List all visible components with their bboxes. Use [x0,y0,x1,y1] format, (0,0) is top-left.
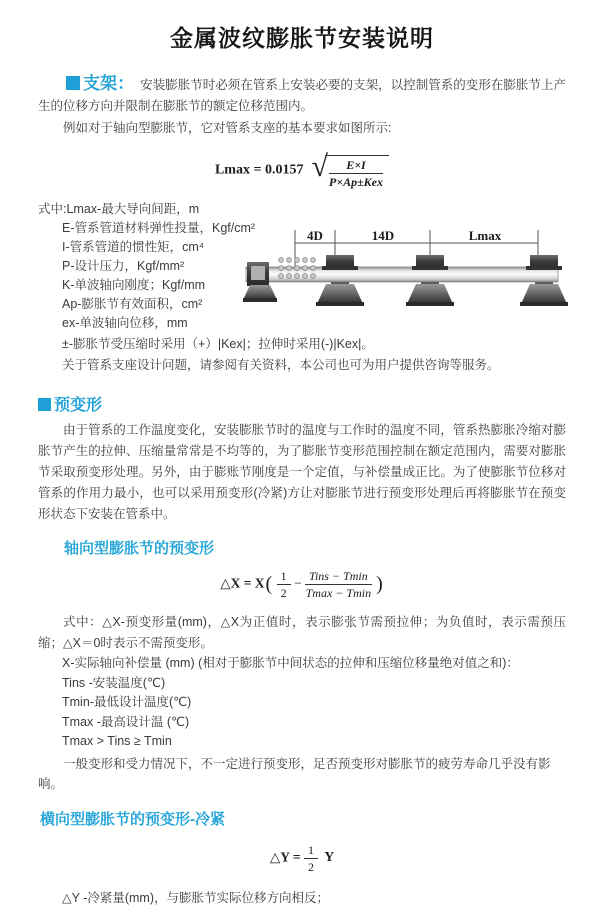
definition-line: Ap-膨胀节有效面积，cm² [62,297,203,311]
support-intro-text: 安装膨胀节时必须在管系上安装必要的支架，以控制管系的变形在膨胀节上产生的位移方向并限制在膨胀节的额定位移范围内。 [38,78,566,113]
definition-line: I-管系管道的惯性矩，cm⁴ [62,240,205,254]
lateral-formula-suffix: Y [324,849,335,865]
support-intro-paragraph [38,73,566,117]
lateral-note: △Y -冷紧量(mm)，与膨胀节实际位移方向相反； [62,890,330,905]
close-paren: ) [376,572,383,595]
one-half-fraction: $\frac{1}{2}$ [304,843,318,874]
sqrt-radical [311,152,389,189]
dimension-label-4d: 4D [307,228,323,243]
plus-minus-note: ±-膨胀节受压缩时采用（+）|Kex|；拉伸时采用(-)|Kex|。 [62,337,374,351]
lateral-formula [38,843,566,874]
list-item: Tins -安装温度(℃) [62,675,166,690]
one-half-fraction: $\frac{1}{2}$ [277,569,291,600]
consult-note: 关于管系支座设计问题，请参阅有关资料，本公司也可为用户提供咨询等服务。 [62,358,500,372]
predeform-body: 由于管系的工作温度变化，安装膨胀节时的温度与工作时的温度不同，管系热膨胀冷缩对膨胀节产生的拉伸、压缩量常常是不均等的，为了膨胀节变形范围控制在额定范围内，需要对膨胀节采取预变形处理。另外，由于膨账节刚度是一个定值，与补偿量成正比。为了使膨胀节位移对管系的作用力最小，也可以采用预变形(冷紧)方让对膨胀节进行预变形处理后再将膨胀节在预变形状态下安装在管系中。 [38,423,566,521]
temperature-fraction: $\frac{\text{Tins − Tmin}}{Tmax - Tmin}$ [305,569,372,600]
lateral-subsection-heading: 横向型膨胀节的预变形-冷紧 [40,810,225,828]
sqrt-symbol: √ [311,150,328,183]
lmax-formula-lhs: Lmax = 0.0157 [214,162,304,178]
lateral-formula-prefix: △Y = [269,849,301,865]
support-example-line: 例如对于轴向型膨胀节，它对管系支座的基本要求如图所示: [63,121,392,135]
lmax-formula-numerator: E×I [329,158,383,174]
definition-line: 式中:Lmax-最大导向间距，m [38,202,200,216]
definitions-and-diagram [38,200,566,334]
open-paren: ( [265,572,273,595]
lmax-formula-denominator: P×Ap±Kex [328,175,384,189]
definition-line: K-单波轴向刚度；Kgf/mm [62,278,206,292]
minus-sign: − [293,575,302,591]
dimension-label-lmax: Lmax [468,228,502,243]
list-item: X-实际轴向补偿量 (mm) (相对于膨胀节中间状态的拉伸和压缩位移量绝对值之和)： [62,656,519,670]
axial-explanation: 式中：△X-预变形量(mm)，△X为正值时，表示膨张节需预拉伸；为负值时，表示需预压缩；△X＝0时表示不需预变形。 [38,615,566,650]
lmax-formula [38,152,566,189]
definition-line: ex-单波轴向位移，mm [62,316,188,330]
axial-closing-note: 一般变形和受力情况下，不一定进行预变形，足否预变形对膨胀节的疲劳寿命几乎没有影响。 [38,756,551,791]
definition-line: E-管系管道材料弹性投量，Kgf/cm² [62,221,256,235]
list-item: Tmax -最高设计温 (℃) [62,714,190,729]
definition-line: P-设计压力，Kgf/mm² [62,259,185,273]
pipe-support-diagram [243,220,595,324]
blue-square-icon [38,398,51,411]
axial-formula [38,569,566,600]
support-heading-label: 支架： [83,74,135,93]
support-section-heading [66,74,134,93]
pipe [246,267,558,282]
list-item: Tmin-最低设计温度(℃) [62,695,192,709]
list-item: Tmax > Tins ≥ Tmin [62,734,172,748]
blue-square-icon [66,76,80,90]
axial-subsection-heading: 轴向型膨胀节的预变形 [64,540,215,557]
dimension-label-14d: 14D [371,228,395,243]
predeform-heading-label: 预变形 [54,397,103,414]
axial-formula-prefix: △X = X [220,575,265,591]
page-title: 金属波纹膨胀节安装说明 [170,25,434,51]
predeform-section-heading [38,392,566,415]
